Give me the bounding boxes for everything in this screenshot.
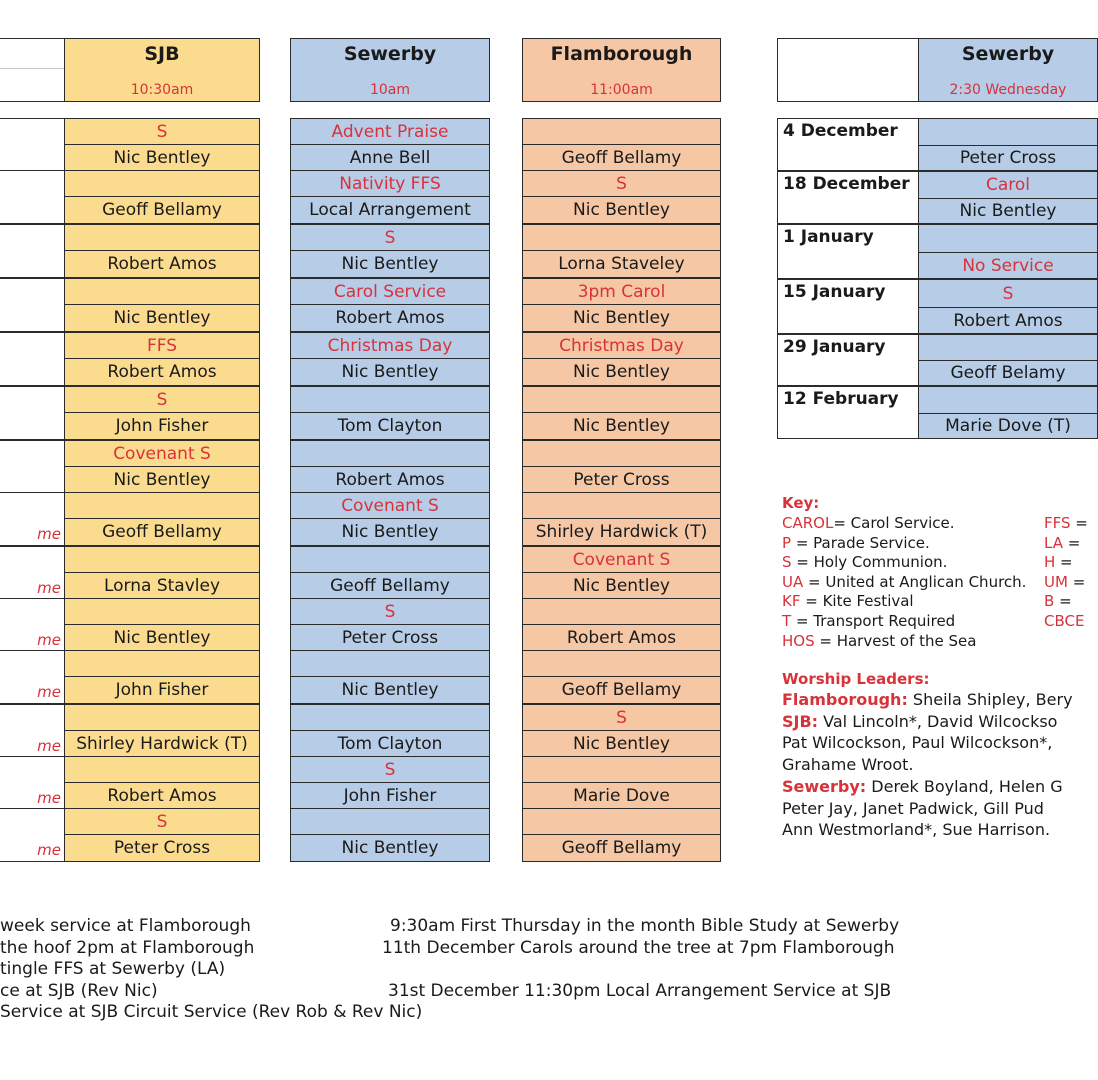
worship-leaders-line [782,733,1052,752]
sjb-preacher-cell: Robert Amos [64,782,260,810]
key-abbreviation: CAROL [782,514,834,532]
sjb-service-cell: FFS [64,332,260,359]
date-suffix: me [37,631,61,649]
flamborough-preacher-cell: Geoff Bellamy [522,676,721,704]
key-item [1044,514,1088,532]
sewerby-preacher-cell: Peter Cross [290,624,490,652]
sewerby-preacher-cell: Nic Bentley [290,834,490,862]
sjb-service-cell [64,546,260,573]
worship-leaders-line [782,820,1050,839]
sewerby-wednesday-header-title: Sewerby [961,43,1055,65]
key-abbreviation: FFS [1044,514,1071,532]
key-abbreviation: T [782,612,792,630]
wednesday-date-cell: 12 February [777,386,920,439]
key-abbreviation: H [1044,553,1056,572]
sjb-service-cell [64,170,260,197]
flamborough-preacher-cell: Nic Bentley [522,412,721,440]
flamborough-preacher-cell: Nic Bentley [522,730,721,758]
flamborough-service-cell: 3pm Carol [522,278,721,305]
wednesday-date-cell: 1 January [777,224,920,279]
worship-names: Grahame Wroot. [782,755,914,775]
wednesday-preacher-cell: Marie Dove (T) [918,413,1098,439]
date-cell [0,704,66,758]
date-cell [0,440,66,494]
sewerby-wednesday-header-time: 2:30 Wednesday [949,82,1067,98]
sjb-service-cell [64,650,260,677]
key-meaning: = [1062,533,1081,552]
sewerby-header [290,38,490,102]
flamborough-service-cell [522,440,721,467]
wednesday-preacher-cell: No Service [918,252,1098,279]
sewerby-service-cell: Christmas Day [290,332,490,359]
key-meaning: = Holy Communion. [791,553,948,572]
key-meaning: = United at Anglican Church. [803,572,1027,591]
worship-place: SJB: [782,711,819,731]
sjb-service-cell: S [64,118,260,145]
key-abbreviation: B [1044,592,1055,611]
sewerby-service-cell: Nativity FFS [290,170,490,197]
date-cell [0,170,66,224]
worship-place: Sewerby: [782,776,867,796]
flamborough-service-cell: S [522,704,721,731]
sewerby-preacher-cell: Nic Bentley [290,358,490,386]
sewerby-service-cell [290,650,490,677]
footer-note-right: 31st December 11:30pm Local Arrangement Service at SJB [388,980,892,1001]
worship-names: Derek Boyland, Helen G [866,776,1063,796]
wednesday-service-cell [918,386,1098,414]
sewerby-preacher-cell: Anne Bell [290,144,490,172]
wednesday-service-cell [918,224,1098,253]
date-header-box [0,38,66,102]
sewerby-header-time: 10am [369,82,411,98]
worship-names: Ann Westmorland*, Sue Harrison. [782,820,1051,840]
sewerby-service-cell: Carol Service [290,278,490,305]
key-item [782,514,955,532]
sewerby-preacher-cell: Tom Clayton [290,412,490,440]
sjb-preacher-cell: Peter Cross [64,834,260,862]
flamborough-preacher-cell: Geoff Bellamy [522,834,721,862]
key-item [1044,612,1084,630]
key-meaning: = Carol Service. [833,514,955,532]
wednesday-date-header [777,38,920,102]
worship-leaders-line [782,712,1057,731]
key-meaning: = [1055,553,1073,572]
wednesday-date-cell: 18 December [777,171,920,224]
footer-note-left: week service at Flamborough [0,916,251,936]
sewerby-wednesday-header [918,38,1098,102]
wednesday-service-cell: S [918,279,1098,308]
flamborough-preacher-cell: Marie Dove [522,782,721,810]
date-cell [0,278,66,332]
wednesday-preacher-cell: Peter Cross [918,145,1098,171]
worship-names: Peter Jay, Janet Padwick, Gill Pud [782,798,1044,818]
key-meaning: = Transport Required [791,612,956,630]
sewerby-preacher-cell: Geoff Bellamy [290,572,490,600]
sjb-preacher-cell: Nic Bentley [64,624,260,652]
key-item [782,553,947,571]
flamborough-preacher-cell: Peter Cross [522,466,721,494]
flamborough-service-cell [522,492,721,519]
sjb-service-cell: S [64,808,260,835]
key-title: Key: [782,494,820,512]
wednesday-service-cell [918,334,1098,361]
footer-note-left: tingle FFS at Sewerby (LA) [0,959,226,979]
worship-leaders-title: Worship Leaders: [782,670,930,688]
date-suffix: me [37,841,61,859]
sewerby-preacher-cell: Local Arrangement [290,196,490,224]
sewerby-preacher-cell: Nic Bentley [290,250,490,278]
date-cell [0,546,66,600]
sewerby-preacher-cell: Robert Amos [290,466,490,494]
key-abbreviation: UM [1044,572,1068,591]
header-divider [0,68,64,69]
sewerby-service-cell: Covenant S [290,492,490,519]
worship-names: Val Lincoln*, David Wilcockso [818,711,1058,731]
date-cell [0,118,66,172]
key-item [1044,534,1080,552]
date-cell [0,756,66,810]
date-cell [0,598,66,652]
key-item [782,573,1026,591]
key-abbreviation: CBCE [1044,612,1085,630]
sjb-preacher-cell: Geoff Bellamy [64,196,260,224]
key-item [782,592,914,610]
sewerby-preacher-cell: Robert Amos [290,304,490,332]
flamborough-service-cell [522,598,721,625]
date-suffix: me [37,525,61,543]
worship-place: Flamborough: [782,690,908,709]
flamborough-preacher-cell: Nic Bentley [522,358,721,386]
sjb-header-time: 10:30am [130,82,194,98]
sewerby-header-title: Sewerby [343,43,437,65]
date-suffix: me [37,737,61,755]
footer-note-right: 9:30am First Thursday in the month Bible Study at Sewerby [390,916,900,936]
sjb-preacher-cell: Nic Bentley [64,466,260,494]
wednesday-preacher-cell: Robert Amos [918,307,1098,334]
flamborough-service-cell [522,224,721,251]
sjb-preacher-cell: Robert Amos [64,250,260,278]
flamborough-preacher-cell: Shirley Hardwick (T) [522,518,721,546]
flamborough-header [522,38,721,102]
date-cell [0,650,66,704]
key-meaning: = Kite Festival [800,592,914,611]
sewerby-preacher-cell: Nic Bentley [290,518,490,546]
date-cell [0,332,66,386]
worship-leaders-line [782,755,914,774]
sewerby-service-cell [290,386,490,413]
footer-note-left: ce at SJB (Rev Nic) [0,980,158,1001]
footer-note-left: the hoof 2pm at Flamborough [0,937,255,958]
sjb-preacher-cell: John Fisher [64,676,260,704]
sjb-service-cell [64,492,260,519]
wednesday-preacher-cell: Nic Bentley [918,198,1098,224]
sjb-service-cell: Covenant S [64,440,260,467]
footer-note-right: 11th December Carols around the tree at 7pm Flamborough [382,937,895,958]
date-cell [0,492,66,546]
flamborough-preacher-cell: Nic Bentley [522,196,721,224]
sewerby-service-cell: S [290,756,490,783]
wednesday-date-cell: 4 December [777,118,920,171]
date-suffix: me [37,683,61,701]
sewerby-service-cell [290,808,490,835]
flamborough-service-cell: Covenant S [522,546,721,573]
sjb-preacher-cell: Shirley Hardwick (T) [64,730,260,758]
key-abbreviation: P [782,533,792,552]
key-abbreviation: HOS [782,631,815,650]
date-suffix: me [37,579,61,597]
sewerby-service-cell: S [290,598,490,625]
sjb-service-cell [64,278,260,305]
sjb-service-cell: S [64,386,260,413]
wednesday-service-cell [918,118,1098,146]
flamborough-service-cell [522,808,721,835]
sewerby-service-cell [290,546,490,573]
date-cell [0,224,66,278]
worship-names: Sheila Shipley, Bery [907,690,1073,709]
flamborough-service-cell: S [522,170,721,197]
sewerby-preacher-cell: Nic Bentley [290,676,490,704]
sjb-preacher-cell: John Fisher [64,412,260,440]
sjb-service-cell [64,598,260,625]
worship-leaders-line [782,799,1044,818]
key-abbreviation: UA [782,572,804,591]
key-item [782,534,930,552]
key-item [1044,573,1085,591]
key-meaning: = Parade Service. [791,533,930,552]
sewerby-service-cell [290,704,490,731]
date-cell [0,808,66,862]
flamborough-preacher-cell: Lorna Staveley [522,250,721,278]
sewerby-preacher-cell: Tom Clayton [290,730,490,758]
worship-leaders-line [782,777,1063,796]
flamborough-header-title: Flamborough [550,43,693,65]
key-abbreviation: S [782,553,792,572]
sjb-service-cell [64,224,260,251]
key-abbreviation: KF [782,592,801,611]
flamborough-service-cell: Christmas Day [522,332,721,359]
sewerby-service-cell: Advent Praise [290,118,490,145]
key-meaning: = Harvest of the Sea [814,631,977,650]
sewerby-service-cell [290,440,490,467]
worship-names: Pat Wilcockson, Paul Wilcockson*, [782,733,1053,753]
date-suffix: me [37,789,61,807]
footer-note-left: Service at SJB Circuit Service (Rev Rob & Rev Nic) [0,1002,423,1022]
sjb-preacher-cell: Lorna Stavley [64,572,260,600]
sjb-preacher-cell: Nic Bentley [64,304,260,332]
sjb-header-title: SJB [144,43,180,65]
flamborough-preacher-cell: Nic Bentley [522,304,721,332]
wednesday-date-cell: 15 January [777,279,920,334]
wednesday-date-cell: 29 January [777,334,920,386]
wednesday-preacher-cell: Geoff Belamy [918,360,1098,386]
worship-leaders-line [782,690,1073,709]
sewerby-preacher-cell: John Fisher [290,782,490,810]
flamborough-service-cell [522,118,721,145]
flamborough-service-cell [522,386,721,413]
sewerby-service-cell: S [290,224,490,251]
flamborough-service-cell [522,650,721,677]
sjb-service-cell [64,756,260,783]
flamborough-preacher-cell: Robert Amos [522,624,721,652]
sjb-preacher-cell: Geoff Bellamy [64,518,260,546]
key-item [1044,592,1072,610]
key-meaning: = [1067,572,1086,591]
sjb-header [64,38,260,102]
key-meaning: = [1070,514,1088,532]
flamborough-preacher-cell: Nic Bentley [522,572,721,600]
key-meaning: = [1054,592,1072,611]
sjb-preacher-cell: Robert Amos [64,358,260,386]
date-cell [0,386,66,440]
flamborough-header-time: 11:00am [590,82,653,98]
flamborough-service-cell [522,756,721,783]
key-abbreviation: LA [1044,533,1063,552]
key-item [782,632,976,650]
key-item [1044,553,1073,571]
sjb-preacher-cell: Nic Bentley [64,144,260,172]
key-item [782,612,955,630]
sjb-service-cell [64,704,260,731]
wednesday-service-cell: Carol [918,171,1098,199]
flamborough-preacher-cell: Geoff Bellamy [522,144,721,172]
